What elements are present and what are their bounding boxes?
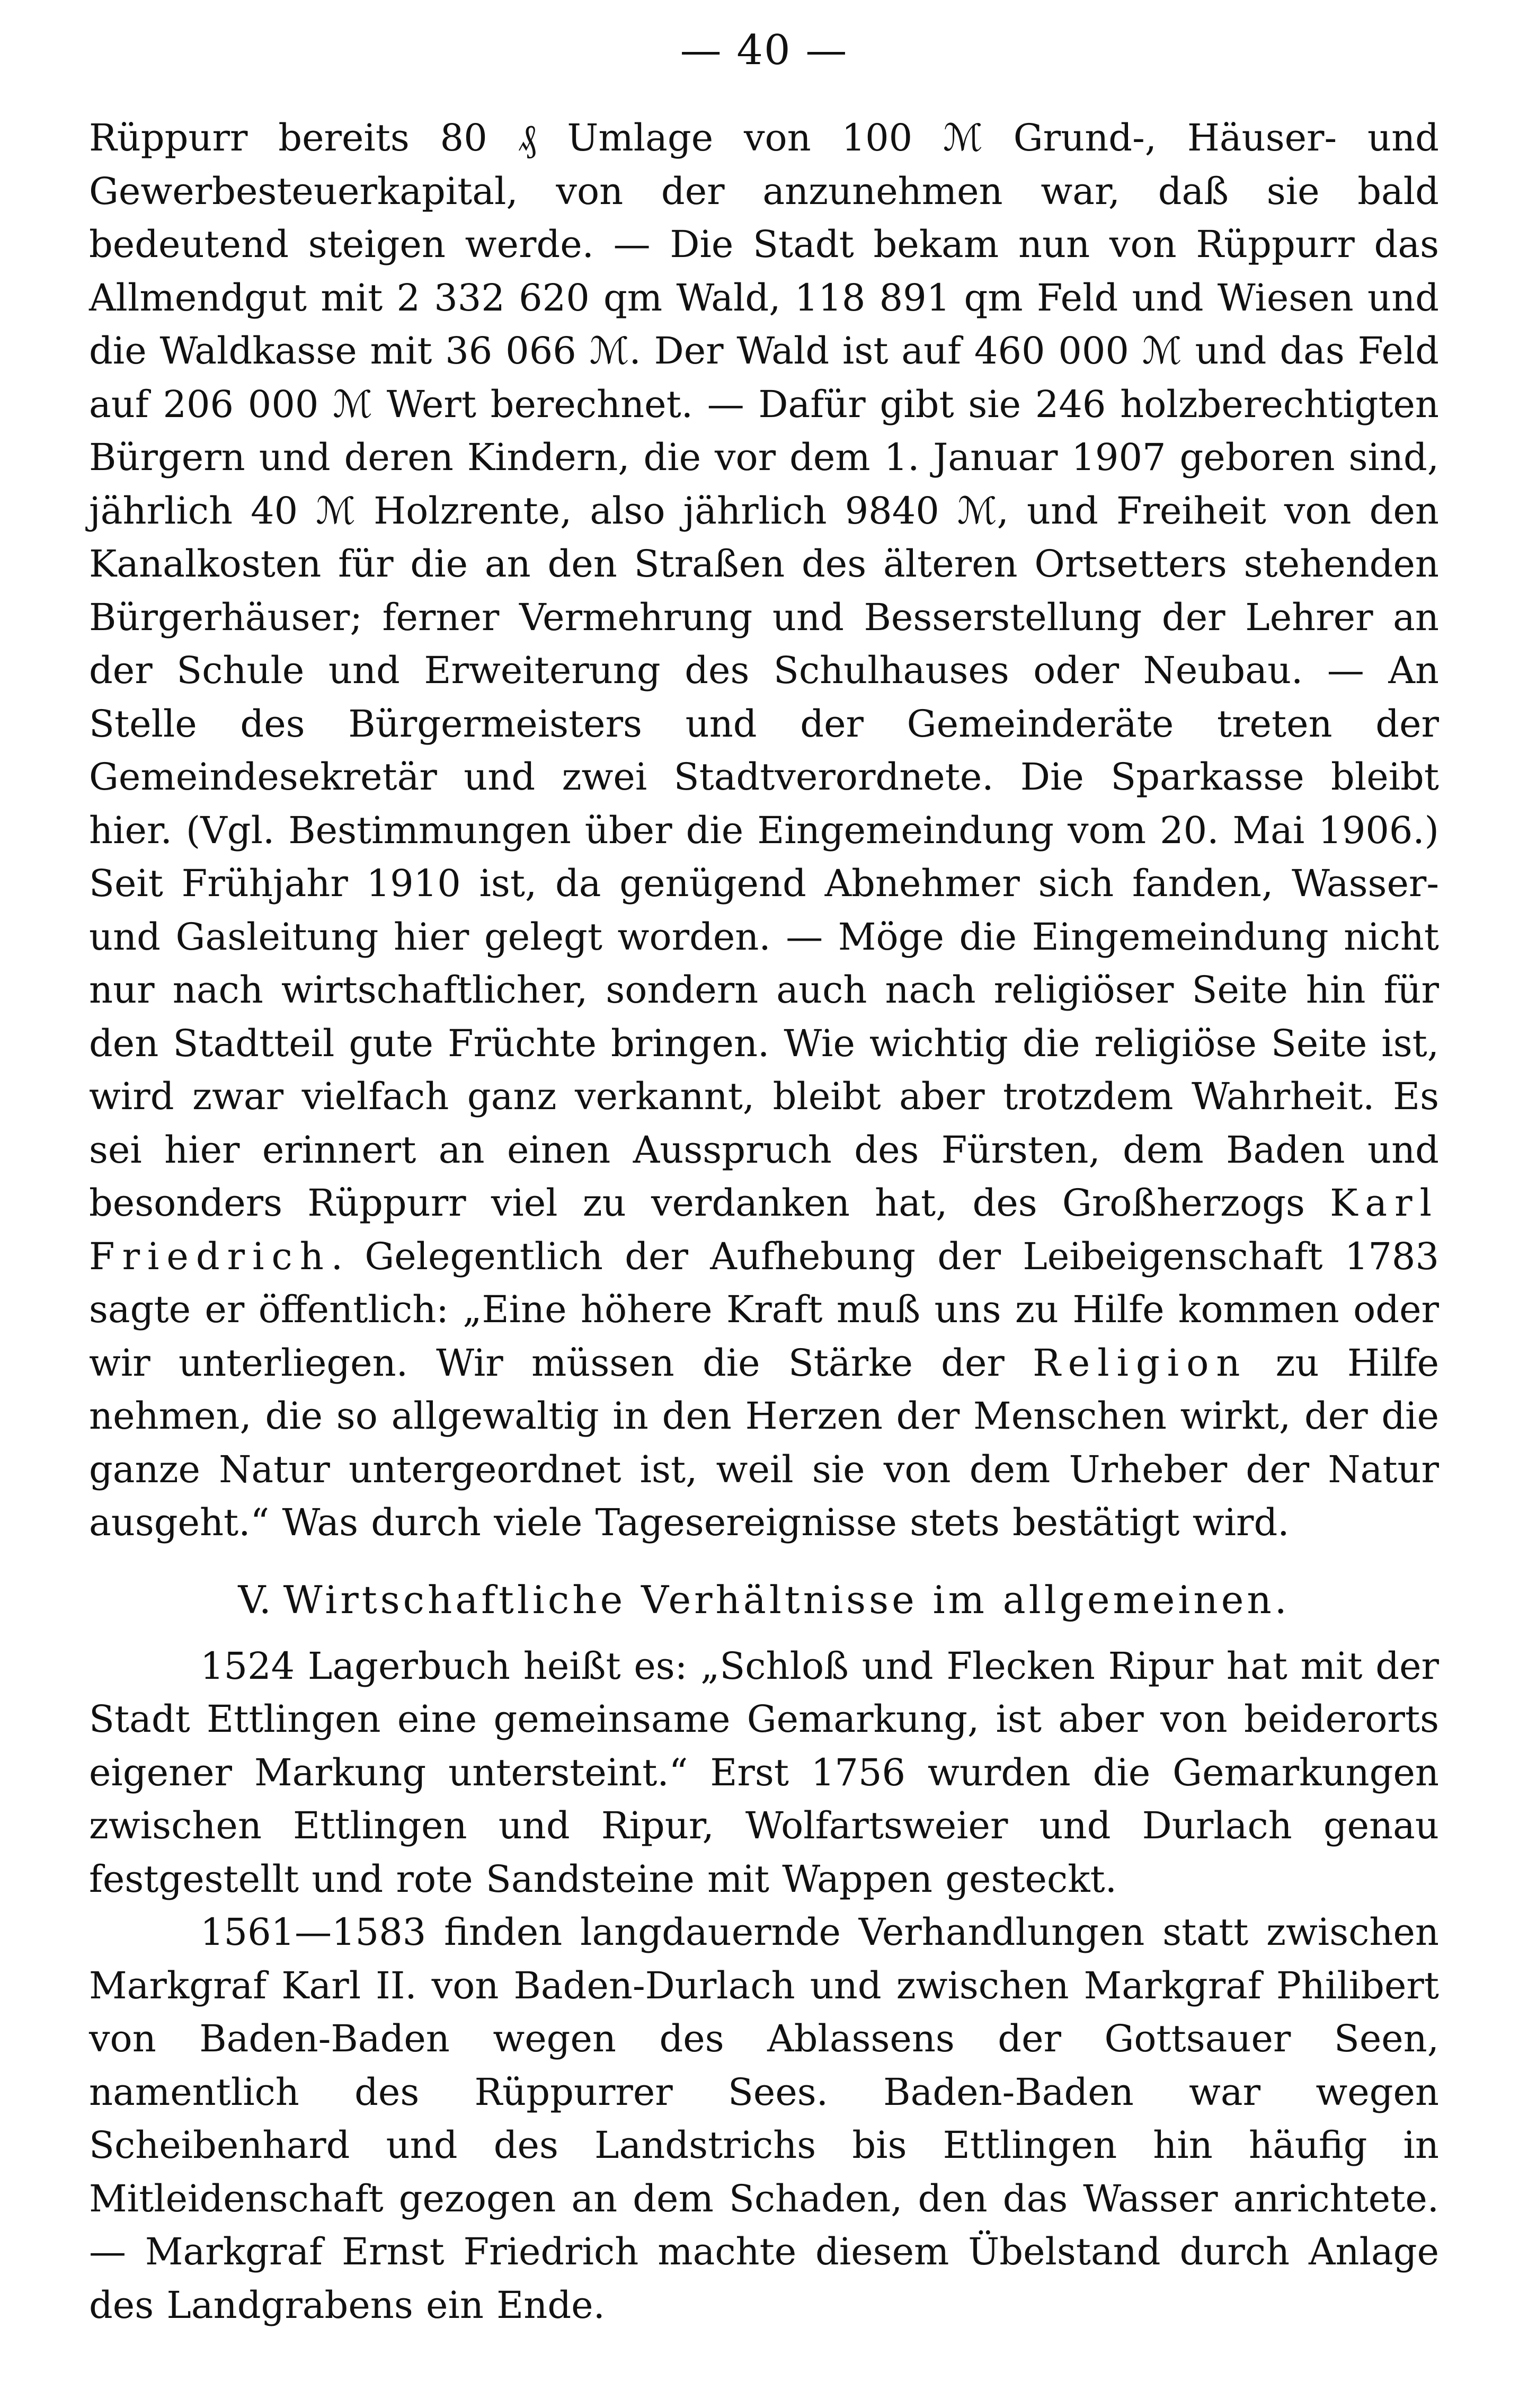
- page-number: — 40 —: [680, 26, 848, 74]
- body-paragraph: [89, 111, 1439, 1550]
- section-paragraph: 1561—1583 finden langdauernde Verhandlungen statt zwischen Markgraf Karl II. von Baden-Durlach und zwischen Markgraf Philibert von Baden-Baden wegen des Ablassens der Gottsauer Seen, namentlich des Rüppurrer Sees. Baden-Baden war wegen Scheibenhard und des Landstrichs bis Ettlingen hin häufig in Mitleidenschaft gezogen an dem Schaden, den das Wasser anrichtete. — Markgraf Ernst Friedrich machte diesem Übelstand durch Anlage des Landgrabens ein Ende.: [89, 1910, 1439, 2327]
- emphasized-word: Religion: [1033, 1341, 1248, 1385]
- paragraph-text: zu Hilfe nehmen, die so allgewaltig in den Herzen der Menschen wirkt, der die ganze Natur untergeordnet ist, weil sie von dem Urheber der Natur ausgeht.“ Was durch viele Tagesereignisse stets bestätigt wird.: [89, 1341, 1439, 1544]
- book-page: [89, 21, 1439, 2385]
- section-heading: [89, 1571, 1439, 1629]
- section-title: Wirtschaftliche Verhältnisse im allgemeinen.: [283, 1577, 1290, 1622]
- paragraph-text: Rüppurr bereits 80 ₰ Umlage von 100 ℳ Grund-, Häuser- und Gewerbesteuerkapital, von der anzunehmen war, daß sie bald bedeutend steigen werde. — Die Stadt bekam nun von Rüppurr das Allmendgut mit 2 332 620 qm Wald, 118 891 qm Feld und Wiesen und die Waldkasse mit 36 066 ℳ. Der Wald ist auf 460 000 ℳ und das Feld auf 206 000 ℳ Wert berechnet. — Dafür gibt sie 246 holzberechtigten Bürgern und deren Kindern, die vor dem 1. Januar 1907 geboren sind, jährlich 40 ℳ Holzrente, also jährlich 9840 ℳ, und Freiheit von den Kanalkosten für die an den Straßen des älteren Ortsetters stehenden Bürgerhäuser; ferner Vermehrung und Besserstellung der Lehrer an der Schule und Erweiterung des Schulhauses oder Neubau. — An Stelle des Bürgermeisters und der Gemeinderäte treten der Gemeindesekretär und zwei Stadtverordnete. Die Sparkasse bleibt hier. (Vgl. Bestimmungen über die Eingemeindung vom 20. Mai 1906.) Seit Frühjahr 1910 ist, da genügend Abnehmer sich fanden, Wasser- und Gasleitung hier gelegt worden. — Möge die Eingemeindung nicht nur nach wirtschaftlicher, sondern auch nach religiöser Seite hin für den Stadtteil gute Früchte bringen. Wie wichtig die religiöse Seite ist, wird zwar vielfach ganz verkannt, bleibt aber trotzdem Wahrheit. Es sei hier erinnert an einen Ausspruch des Fürsten, dem Baden und besonders Rüppurr viel zu verdanken hat, des Großherzogs: [89, 116, 1439, 1225]
- section-paragraph: 1524 Lagerbuch heißt es: „Schloß und Flecken Ripur hat mit der Stadt Ettlingen eine gemeinsame Gemarkung, ist aber von beiderorts eigener Markung untersteint.“ Erst 1756 wurden die Gemarkungen zwischen Ettlingen und Ripur, Wolfartsweier und Durlach genau festgestellt und rote Sandsteine mit Wappen gesteckt.: [89, 1644, 1439, 1901]
- emphasized-name: Karl Friedrich: [89, 1181, 1439, 1278]
- section-number: V.: [238, 1577, 271, 1622]
- paragraph-text: . Gelegentlich der Aufhebung der Leibeigenschaft 1783 sagte er öffentlich: „Eine höhere Kraft muß uns zu Hilfe kommen oder wir unterliegen. Wir müssen die Stärke der: [89, 1234, 1439, 1385]
